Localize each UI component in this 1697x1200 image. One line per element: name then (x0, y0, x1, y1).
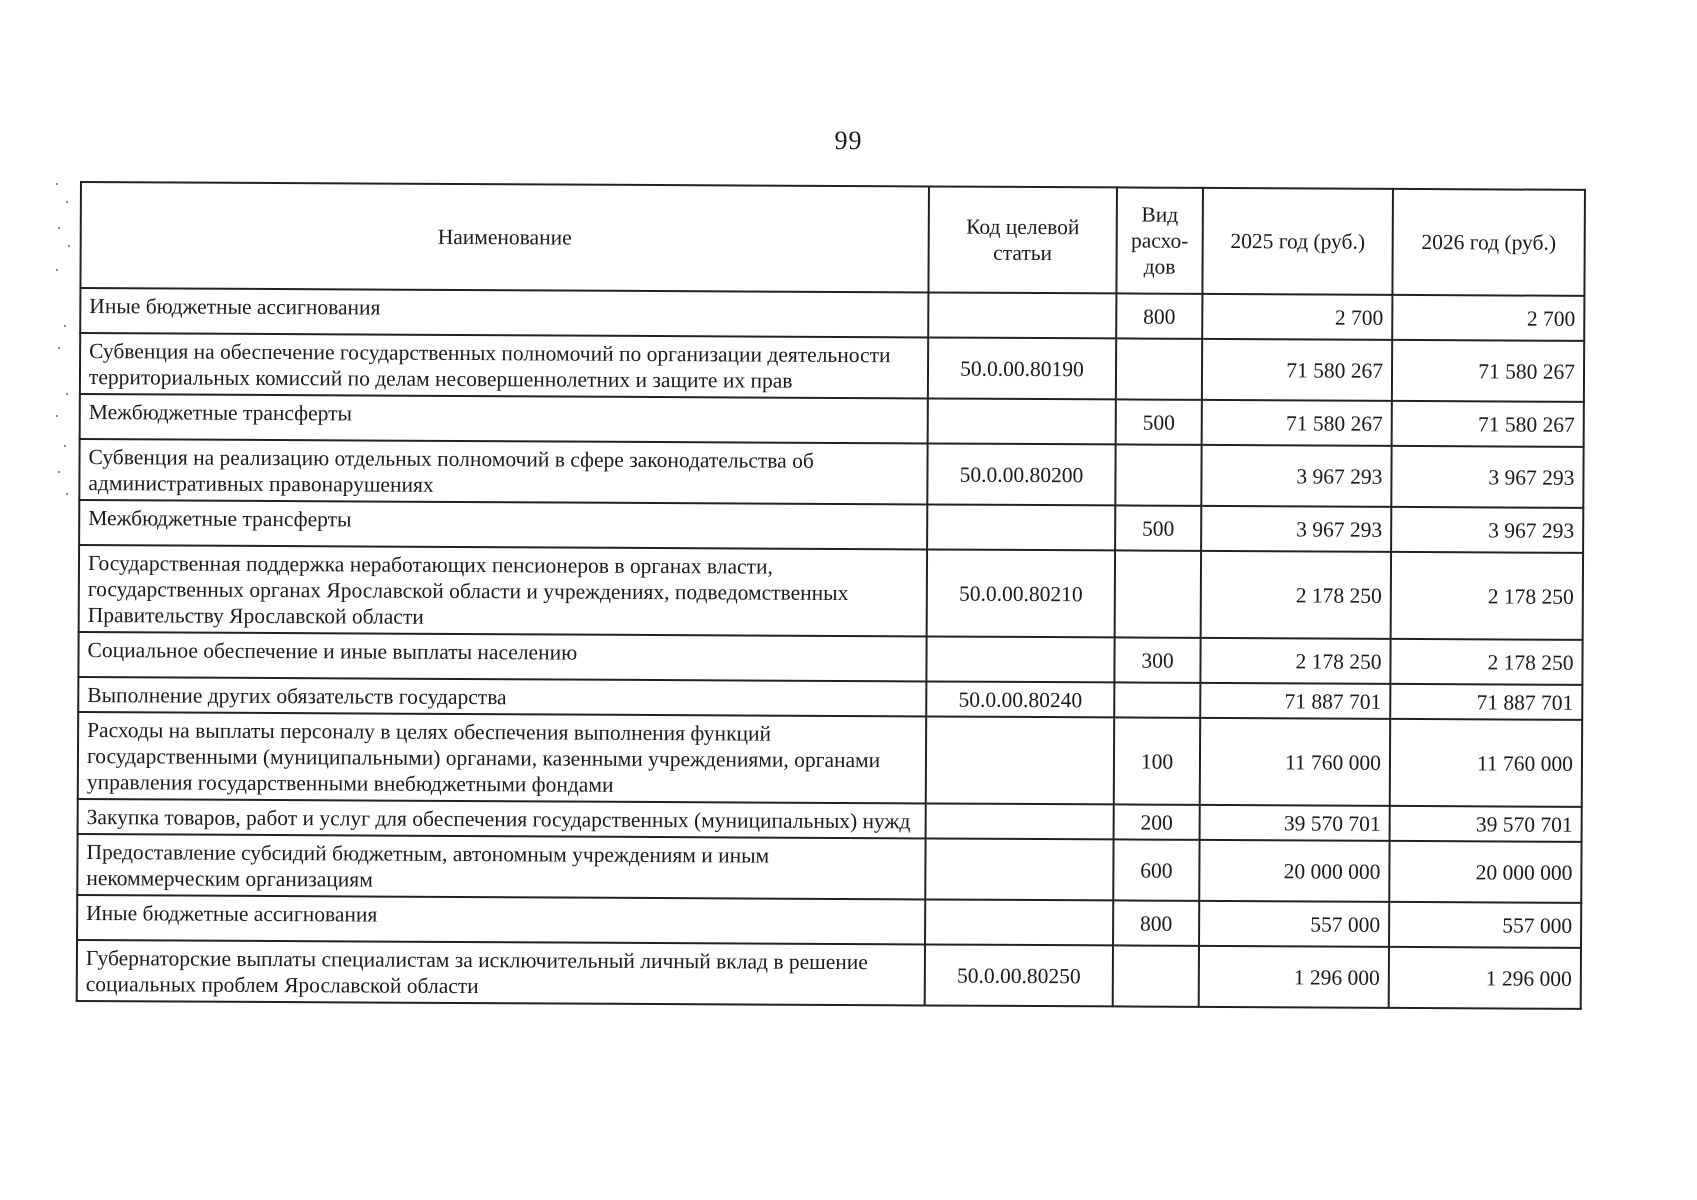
row-name: Субвенция на реализацию отдельных полномочий в сфере законодательства об административных правонарушениях (79, 439, 927, 504)
row-expense-type (1115, 444, 1201, 505)
row-name: Иные бюджетные ассигнования (77, 895, 925, 944)
row-expense-type: 600 (1113, 839, 1199, 900)
row-name: Расходы на выплаты персоналу в целях обеспечения выполнения функций государственными (муниципальными) органами, казенными учреждениями, органами управления государственными внебюджетными фондами (78, 712, 926, 803)
row-amount-2025: 39 570 701 (1200, 805, 1390, 841)
header-year-2026: 2026 год (руб.) (1392, 189, 1585, 296)
table-row (79, 500, 1583, 553)
header-year-2025: 2025 год (руб.) (1202, 188, 1393, 295)
table-row (77, 940, 1581, 1009)
row-amount-2025: 11 760 000 (1200, 718, 1390, 806)
row-amount-2025: 2 700 (1202, 294, 1392, 340)
row-amount-2026: 1 296 000 (1389, 947, 1581, 1009)
table-row (80, 333, 1584, 402)
table-body (77, 288, 1585, 1009)
table-row (79, 545, 1583, 640)
row-name: Выполнение других обязательств государства (78, 677, 926, 716)
row-code: 50.0.00.80210 (927, 549, 1115, 637)
row-amount-2026: 2 700 (1392, 295, 1584, 341)
header-code: Код целевой статьи (928, 186, 1117, 293)
row-expense-type: 200 (1114, 804, 1200, 839)
row-name: Межбюджетные трансферты (79, 500, 927, 549)
table-row (79, 439, 1583, 508)
row-name: Государственная поддержка неработающих пенсионеров в органах власти, государственных органах Ярославской области и учреждениях, подведомственных Правительству Ярославской области (79, 545, 927, 636)
row-amount-2026: 3 967 293 (1391, 507, 1583, 553)
row-amount-2026: 2 178 250 (1390, 639, 1582, 685)
row-code (925, 899, 1113, 945)
scan-artifact-dots (52, 175, 82, 505)
row-expense-type: 300 (1114, 637, 1200, 682)
row-amount-2025: 2 178 250 (1200, 638, 1390, 684)
row-amount-2026: 2 178 250 (1391, 552, 1583, 640)
row-code (928, 398, 1116, 444)
row-amount-2026: 71 580 267 (1392, 340, 1584, 402)
header-row (80, 182, 1585, 296)
table-row (77, 834, 1581, 903)
table-row (78, 712, 1582, 807)
header-type: Вид расхо-дов (1116, 187, 1203, 293)
row-name: Иные бюджетные ассигнования (80, 288, 928, 337)
row-name: Губернаторские выплаты специалистам за исключительный личный вклад в решение социальных проблем Ярославской области (77, 940, 925, 1005)
row-code: 50.0.00.80190 (928, 337, 1116, 399)
row-amount-2025: 20 000 000 (1199, 840, 1389, 902)
row-amount-2025: 2 178 250 (1201, 551, 1391, 639)
row-amount-2026: 557 000 (1389, 902, 1581, 948)
row-name: Межбюджетные трансферты (80, 394, 928, 443)
row-amount-2025: 71 580 267 (1202, 400, 1392, 446)
row-amount-2025: 71 580 267 (1202, 339, 1392, 401)
row-code (926, 716, 1114, 804)
row-name: Социальное обеспечение и иные выплаты населению (78, 632, 926, 681)
row-expense-type (1116, 338, 1202, 399)
row-code (926, 803, 1114, 839)
row-expense-type (1115, 550, 1201, 637)
row-amount-2026: 71 580 267 (1392, 401, 1584, 447)
row-expense-type: 500 (1115, 505, 1201, 550)
row-expense-type: 800 (1113, 900, 1199, 945)
row-expense-type (1113, 945, 1199, 1006)
row-code (927, 504, 1115, 550)
row-amount-2025: 3 967 293 (1201, 445, 1391, 507)
row-amount-2026: 20 000 000 (1389, 841, 1581, 903)
row-code: 50.0.00.80250 (925, 944, 1113, 1006)
row-expense-type: 800 (1116, 293, 1202, 338)
header-name: Наименование (80, 182, 929, 292)
table-row (80, 288, 1584, 341)
table-header (80, 182, 1585, 296)
row-code: 50.0.00.80240 (926, 681, 1114, 717)
row-expense-type: 100 (1114, 717, 1200, 804)
row-code (926, 636, 1114, 682)
budget-table (76, 181, 1586, 1010)
row-expense-type (1114, 682, 1200, 717)
row-amount-2025: 1 296 000 (1199, 946, 1389, 1008)
row-amount-2026: 11 760 000 (1390, 719, 1582, 807)
row-amount-2025: 71 887 701 (1200, 683, 1390, 719)
table-row (78, 632, 1582, 685)
row-amount-2026: 39 570 701 (1390, 806, 1582, 842)
row-code: 50.0.00.80200 (927, 443, 1115, 505)
row-amount-2025: 3 967 293 (1201, 506, 1391, 552)
row-name: Субвенция на обеспечение государственных полномочий по организации деятельности территориальных комиссий по делам несовершеннолетних и защите их прав (80, 333, 928, 398)
row-amount-2025: 557 000 (1199, 901, 1389, 947)
table-row (80, 394, 1584, 447)
page-number: 99 (834, 126, 863, 155)
row-code (928, 292, 1116, 338)
row-amount-2026: 71 887 701 (1390, 684, 1582, 720)
row-code (925, 838, 1113, 900)
row-name: Закупка товаров, работ и услуг для обеспечения государственных (муниципальных) нужд (78, 799, 926, 838)
row-amount-2026: 3 967 293 (1391, 446, 1583, 508)
table-row (77, 895, 1581, 948)
row-expense-type: 500 (1116, 399, 1202, 444)
row-name: Предоставление субсидий бюджетным, автономным учреждениям и иным некоммерческим организациям (77, 834, 925, 899)
